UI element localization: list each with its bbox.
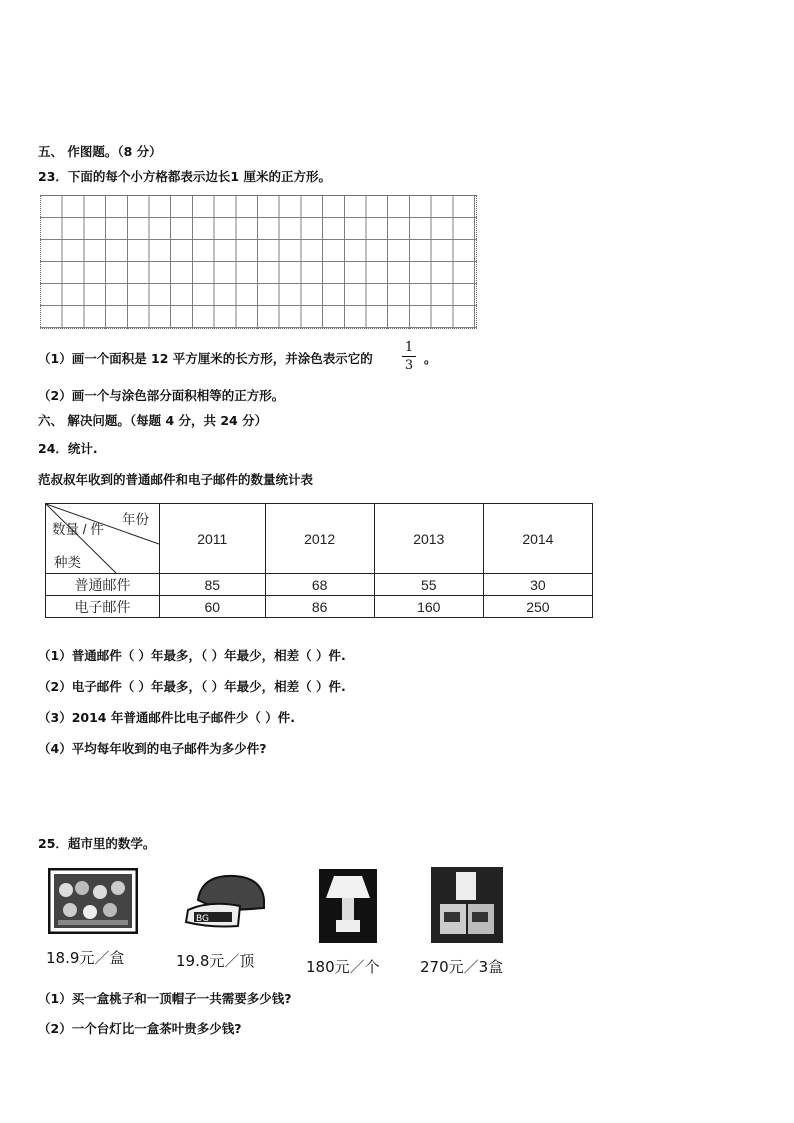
- corner-label-quantity: 数量 / 件: [52, 522, 104, 537]
- row-label: 电子邮件: [46, 596, 160, 618]
- year-header: 2011: [160, 504, 266, 574]
- year-header: 2012: [265, 504, 374, 574]
- fraction-numerator: 1: [404, 340, 414, 355]
- question-24-sub-2: （2）电子邮件（ ）年最多，（ ）年最少，相差（ ）件.: [38, 679, 346, 694]
- question-24-sub-3: （3）2014 年普通邮件比电子邮件少（ ）件.: [38, 710, 295, 725]
- question-25-title: 25．超市里的数学。: [38, 836, 156, 851]
- peach-box-image: [48, 868, 138, 934]
- table-cell: 30: [483, 574, 592, 596]
- question-24-sub-1: （1）普通邮件（ ）年最多，（ ）年最少，相差（ ）件.: [38, 648, 346, 663]
- section-5-title: 五、 作图题。（8 分）: [38, 144, 162, 159]
- price-lamp: 180元／个: [306, 958, 380, 976]
- table-cell: 86: [265, 596, 374, 618]
- price-peach-box: 18.9元／盒: [46, 949, 125, 967]
- corner-label-year: 年份: [122, 512, 149, 527]
- table-title: 范叔叔年收到的普通邮件和电子邮件的数量统计表: [38, 472, 314, 487]
- svg-text:BG: BG: [196, 914, 209, 924]
- year-header: 2013: [374, 504, 483, 574]
- price-cap: 19.8元／顶: [176, 952, 255, 970]
- price-tea-box: 270元／3盒: [420, 958, 504, 976]
- table-cell: 68: [265, 574, 374, 596]
- question-25-sub-2: （2）一个台灯比一盒茶叶贵多少钱?: [38, 1021, 242, 1036]
- question-23-title: 23．下面的每个小方格都表示边长1 厘米的正方形。: [38, 169, 331, 184]
- mail-statistics-table: [45, 503, 593, 618]
- question-23-part-1-end: 。: [424, 351, 437, 366]
- table-row: [46, 574, 593, 596]
- lamp-image: [318, 868, 378, 944]
- table-cell: 55: [374, 574, 483, 596]
- corner-label-type: 种类: [54, 555, 81, 570]
- row-label: 普通邮件: [46, 574, 160, 596]
- year-header: 2014: [483, 504, 592, 574]
- fraction-denominator: 3: [404, 358, 414, 373]
- table-cell: 85: [160, 574, 266, 596]
- table-corner-cell: [46, 504, 160, 574]
- question-24-title: 24．统计.: [38, 441, 98, 456]
- table-row: [46, 596, 593, 618]
- table-cell: 250: [483, 596, 592, 618]
- section-6-title: 六、 解决问题。（每题 4 分，共 24 分）: [38, 413, 268, 428]
- cap-image: [180, 870, 268, 930]
- question-25-sub-1: （1）买一盒桃子和一顶帽子一共需要多少钱?: [38, 991, 292, 1006]
- table-header-row: [46, 504, 593, 574]
- square-grid[interactable]: [40, 195, 477, 329]
- table-cell: 60: [160, 596, 266, 618]
- fraction-one-third: [402, 340, 416, 373]
- tea-box-image: [430, 866, 504, 944]
- table-cell: 160: [374, 596, 483, 618]
- fraction-bar: [402, 356, 416, 357]
- question-23-part-2: （2）画一个与涂色部分面积相等的正方形。: [38, 388, 285, 403]
- question-23-part-1: （1）画一个面积是 12 平方厘米的长方形，并涂色表示它的: [38, 351, 373, 366]
- question-24-sub-4: （4）平均每年收到的电子邮件为多少件?: [38, 741, 267, 756]
